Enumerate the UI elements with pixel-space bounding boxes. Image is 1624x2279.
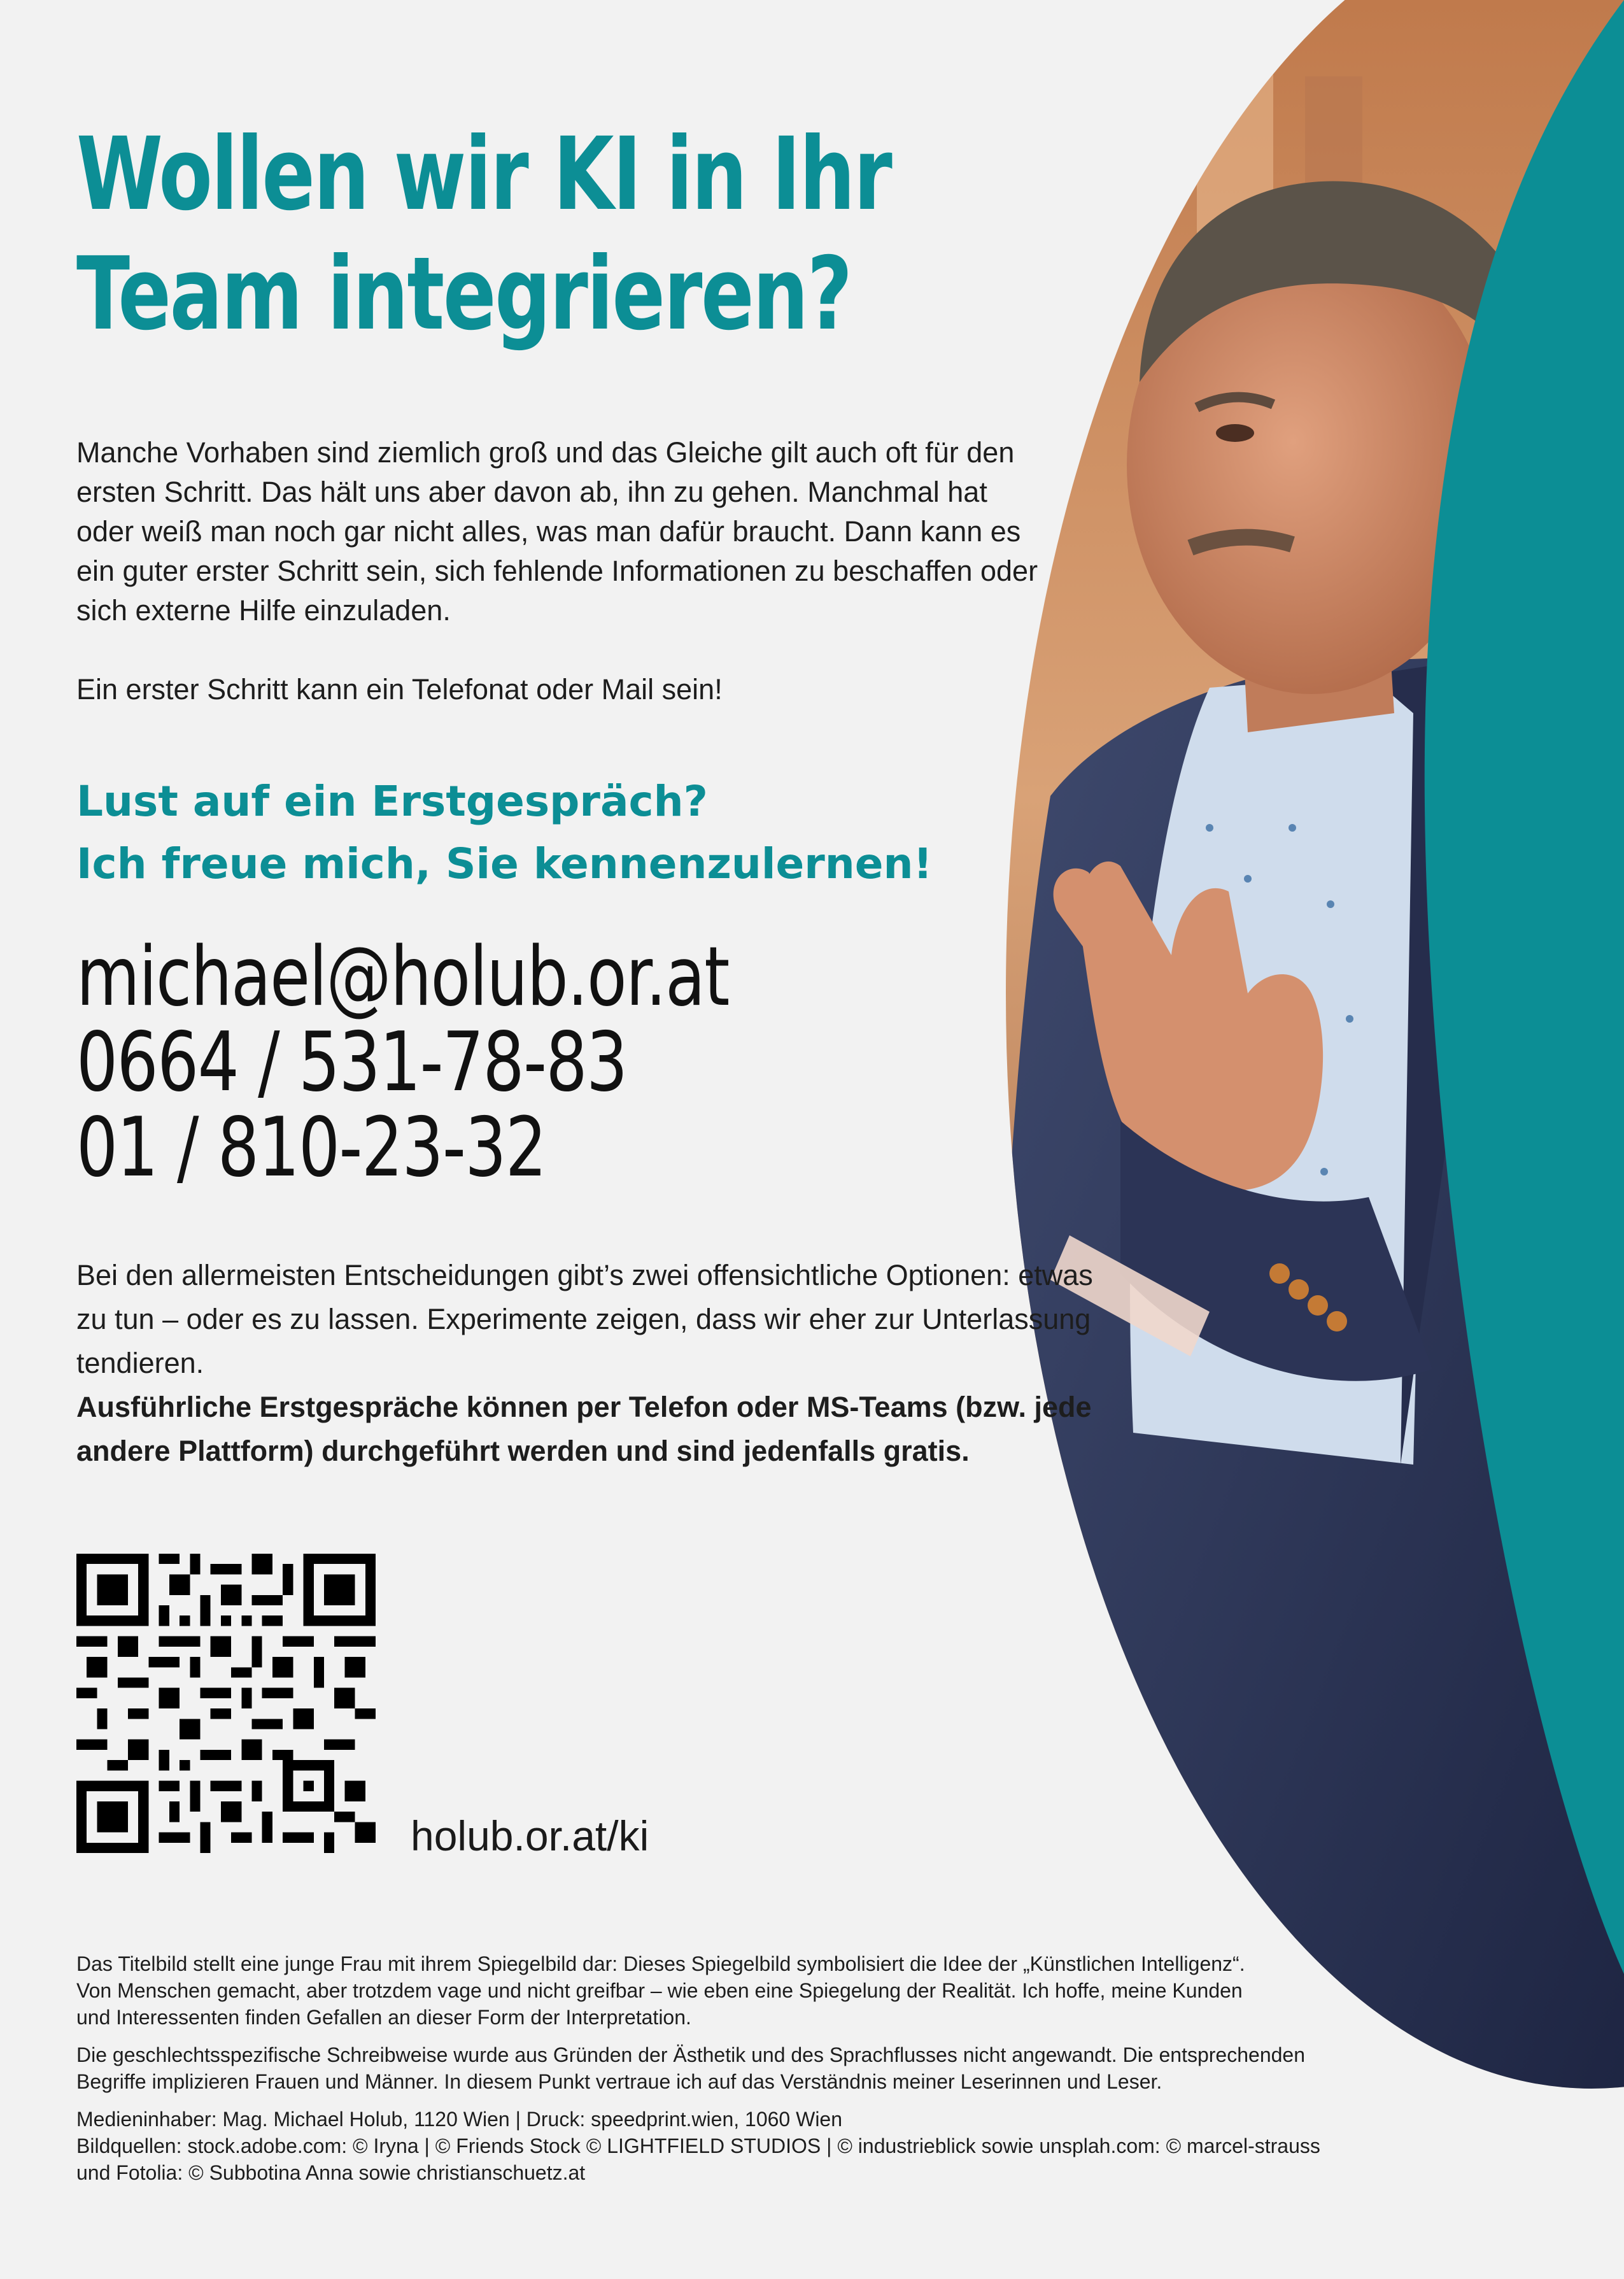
cta-line-1: Lust auf ein Erstgespräch? [76, 777, 708, 826]
headline-line-2: Team integrieren? [76, 236, 851, 353]
qr-code-icon[interactable] [76, 1554, 376, 1853]
footer-notes [76, 1950, 1541, 2197]
imprint-line: Bildquellen: stock.adobe.com: © Iryna | © Friends Stock © LIGHTFIELD STUDIOS | © industrieblick sowie unsplah.com: © marcel-strauss [76, 2134, 1320, 2157]
contact-mobile[interactable]: 0664 / 531-78-83 [76, 1015, 627, 1110]
gender-note [76, 2041, 1541, 2095]
gender-note-line: Die geschlechtsspezifische Schreibweise wurde aus Gründen der Ästhetik und des Sprachflusses nicht angewandt. Die entsprechenden [76, 2043, 1305, 2066]
imprint-line: Medieninhaber: Mag. Michael Holub, 1120 Wien | Druck: speedprint.wien, 1060 Wien [76, 2108, 843, 2131]
intro-text [76, 433, 1044, 749]
intro-paragraph: Manche Vorhaben sind ziemlich groß und das Gleiche gilt auch oft für den ersten Schritt. Das hält uns aber davon ab, ihn zu gehen. Manchmal hat oder weiß man noch gar nicht alles, was man dafür braucht. Dann kann es ein guter erster Schritt sein, sich fehlende Informationen zu beschaffen oder sich externe Hilfe einzuladen. [76, 436, 1038, 627]
cover-image-note [76, 1950, 1541, 2031]
intro-first-step: Ein erster Schritt kann ein Telefonat oder Mail sein! [76, 673, 723, 706]
headline-line-1: Wollen wir KI in Ihr [76, 116, 891, 233]
decision-text [76, 1253, 1120, 1473]
website-link[interactable]: holub.or.at/ki [411, 1812, 649, 1859]
cover-note-line: und Interessenten finden Gefallen an dieser Form der Interpretation. [76, 2006, 691, 2029]
gender-note-line: Begriffe implizieren Frauen und Männer. In diesem Punkt vertraue ich auf das Verständnis meiner Leserinnen und Leser. [76, 2070, 1162, 2093]
imprint [76, 2106, 1541, 2186]
decision-bold-note: Ausführliche Erstgespräche können per Telefon oder MS-Teams (bzw. jede andere Plattform) durchgeführt werden und sind jedenfalls gratis. [76, 1391, 1092, 1467]
contact-block [76, 930, 840, 1195]
cover-note-line: Das Titelbild stellt eine junge Frau mit ihrem Spiegelbild dar: Dieses Spiegelbild symbolisiert die Idee der „Künstlichen Intelligenz“. [76, 1952, 1245, 1975]
headline [76, 115, 891, 354]
cover-note-line: Von Menschen gemacht, aber trotzdem vage und nicht greifbar – wie eben eine Spiegelung der Realität. Ich hoffe, meine Kunden [76, 1979, 1243, 2002]
cta-line-2: Ich freue mich, Sie kennenzulernen! [76, 839, 933, 888]
imprint-line: und Fotolia: © Subbotina Anna sowie christianschuetz.at [76, 2161, 586, 2184]
contact-phone[interactable]: 01 / 810-23-32 [76, 1100, 546, 1195]
contact-email[interactable]: michael@holub.or.at [76, 930, 729, 1025]
call-to-action [76, 770, 1031, 895]
decision-paragraph: Bei den allermeisten Entscheidungen gibt’s zwei offensichtliche Optionen: etwas zu tun – oder es zu lassen. Experimente zeigen, dass wir eher zur Unterlassung tendieren. [76, 1259, 1093, 1379]
